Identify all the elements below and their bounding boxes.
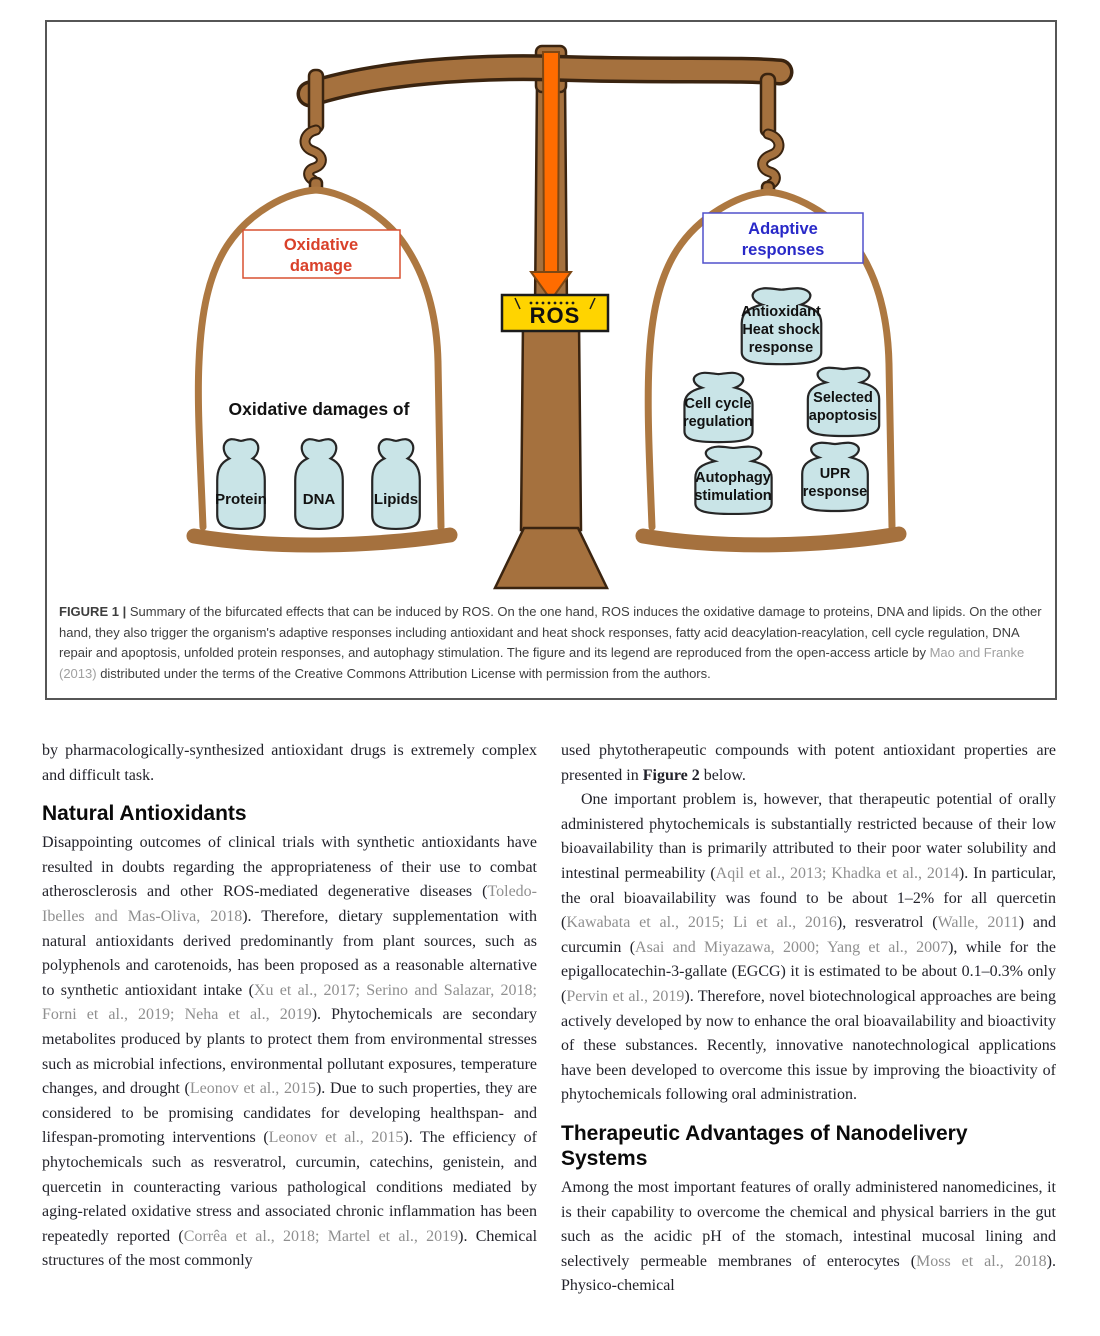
adaptive-responses-line2: responses xyxy=(741,241,825,259)
jar-upr-line2: response xyxy=(802,484,868,500)
citation-link[interactable]: Moss et al., 2018 xyxy=(916,1252,1047,1270)
jar-apoptosis-line2: apoptosis xyxy=(808,408,878,424)
body-text: by pharmacologically-synthesized antioxidant drugs is extremely complex and difficult task. xyxy=(42,742,537,784)
ros-label: ROS xyxy=(529,303,581,328)
body-text: ). Phytochemicals are secondary metabolites produced by plants to protect them from environmental stresses such as microbial infections, environmental pollutant exposures, temperature changes, and drought ( xyxy=(42,1006,538,1098)
jar-antioxidant-heat-shock xyxy=(741,288,821,364)
adaptive-responses-label xyxy=(703,213,863,263)
citation-link[interactable]: Corrêa et al., 2018; Martel et al., 2019 xyxy=(183,1227,459,1245)
body-text: ), while for the epigallocatechin-3-gallate (EGCG) it is estimated to be about 0.1–0.3% only ( xyxy=(561,938,1057,1005)
oxidative-damage-label xyxy=(243,230,400,278)
citation-link[interactable]: Mao and Franke (2013) xyxy=(59,645,1025,681)
oxidative-damage-line2: damage xyxy=(289,257,353,275)
paragraph xyxy=(561,1176,1056,1299)
paragraph xyxy=(561,739,1056,788)
jar-dna xyxy=(295,439,343,529)
body-text: below. xyxy=(699,766,746,784)
body-text: ) and curcumin ( xyxy=(561,914,1057,956)
ros-box xyxy=(502,295,608,331)
paragraph xyxy=(42,831,537,1274)
jar-lipids xyxy=(372,439,420,529)
jar-antioxidant-line1: Antioxidant xyxy=(741,304,821,320)
body-text: ). In particular, the oral bioavailability was found to be about 1–2% for all quercetin ( xyxy=(561,864,1057,932)
citation-link[interactable]: Leonov et al., 2015 xyxy=(189,1080,316,1098)
jar-upr-line1: UPR xyxy=(819,466,851,482)
jar-antioxidant-line3: response xyxy=(748,340,814,356)
body-text: Disappointing outcomes of clinical trials with synthetic antioxidants have resulted in doubts regarding the appropriateness of their use to combat atherosclerosis and other ROS-mediated degenerative diseases ( xyxy=(42,834,537,901)
body-text: ). Therefore, dietary supplementation with natural antioxidants derived predominantly from plant sources, such as polyphenols and carotenoids, has been proposed as a reasonable alternative to synthetic antioxidant intake ( xyxy=(42,907,537,999)
balance-scale-diagram xyxy=(47,22,1055,600)
paragraph xyxy=(561,788,1056,1108)
figure-1-panel xyxy=(45,20,1057,700)
body-text: Among the most important features of orally administered nanomedicines, it is their capability to overcome the chemical and physical barriers in the gut such as the acidic pH of the stomach, intestinal mucosal lining and selectively permeable membranes of enterocytes ( xyxy=(561,1178,1056,1270)
figure-caption xyxy=(47,602,1055,684)
section-heading: Therapeutic Advantages of Nanodelivery Systems xyxy=(561,1121,968,1170)
citation-link[interactable]: Aqil et al., 2013; Khadka et al., 2014 xyxy=(715,864,959,882)
paragraph xyxy=(42,739,537,788)
right-hook-icon xyxy=(761,74,779,200)
jar-protein-label: Protein xyxy=(215,491,267,508)
citation-link[interactable]: Asai and Miyazawa, 2000; Yang et al., 2007 xyxy=(635,938,949,956)
body-text: One important problem is, however, that therapeutic potential of orally administered phytochemicals is substantially restricted because of their low bioavailability than is primarily attributed to their poor water solubility and intestinal permeability ( xyxy=(561,791,1056,882)
jar-antioxidant-line2: Heat shock xyxy=(742,322,820,338)
body-text: distributed under the terms of the Creative Commons Attribution License with permission from the authors. xyxy=(96,665,711,681)
jar-cell-cycle-line2: regulation xyxy=(682,414,754,430)
jar-lipids-label: Lipids xyxy=(373,491,419,508)
section-heading: Natural Antioxidants xyxy=(42,802,247,826)
bold-text: Figure 2 xyxy=(642,766,700,784)
body-text: ). The efficiency of phytochemicals such as resveratrol, curcumin, catechins, genistein, and quercetin in counteracting various pathological conditions mediated by aging-related oxidative stress and associated chronic inflammation has been repeatedly reported ( xyxy=(42,1129,538,1245)
citation-link[interactable]: Kawabata et al., 2015; Li et al., 2016 xyxy=(566,914,837,932)
citation-link[interactable]: Leonov et al., 2015 xyxy=(268,1129,404,1147)
citation-link[interactable]: Walle, 2011 xyxy=(937,914,1019,932)
jar-upr xyxy=(802,443,868,511)
jar-cell-cycle-line1: Cell cycle xyxy=(684,396,752,412)
jar-selected-apoptosis xyxy=(808,368,879,436)
citation-link[interactable]: Toledo-Ibelles and Mas-Oliva, 2018 xyxy=(42,883,537,925)
jar-dna-label: DNA xyxy=(302,491,336,508)
body-text: ). Chemical structures of the most commonly xyxy=(42,1227,538,1270)
jar-autophagy-line2: stimulation xyxy=(694,488,772,504)
right-column xyxy=(561,739,1056,1299)
jar-autophagy-line1: Autophagy xyxy=(695,470,771,486)
figure-caption-text xyxy=(59,604,1042,681)
left-column xyxy=(42,739,537,1299)
citation-link[interactable]: Pervin et al., 2019 xyxy=(566,987,685,1005)
body-text: ), resveratrol ( xyxy=(836,914,938,932)
body-columns xyxy=(42,739,1056,1299)
body-text: Summary of the bifurcated effects that can be induced by ROS. On the one hand, ROS induces the oxidative damage to proteins, DNA and lipids. On the other hand, they also trigger the organism's adaptive responses including antioxidant and heat shock responses, fatty acid deacylation-reacylation, cell cycle regulation, DNA repair and apoptosis, unfolded protein responses, and autophagy stimulation. The figure and its legend are reproduced from the open-access article by xyxy=(59,604,1042,660)
jar-apoptosis-line1: Selected xyxy=(813,390,873,406)
body-text: ). Physico-chemical xyxy=(561,1252,1056,1295)
scale-base xyxy=(495,528,607,588)
oxidative-damage-line1: Oxidative xyxy=(283,236,359,254)
body-text: ). Due to such properties, they are considered to be promising candidates for developing healthspan- and lifespan-promoting interventions ( xyxy=(42,1080,538,1147)
citation-link[interactable]: Xu et al., 2017; Serino and Salazar, 2018; Forni et al., 2019; Neha et al., 2019 xyxy=(42,981,537,1024)
body-text: ). Therefore, novel biotechnological approaches are being actively developed by now to enhance the oral bioavailability and bioactivity of these substances. Recently, innovative nanotechnological applications have been developed to overcome this issue by improving the bioactivity of phytochemicals following oral administration. xyxy=(561,987,1056,1104)
left-pan-heading: Oxidative damages of xyxy=(228,399,410,419)
figure-caption-separator: | xyxy=(122,604,127,619)
adaptive-responses-line1: Adaptive xyxy=(748,220,818,238)
figure-caption-label: FIGURE 1 xyxy=(59,604,119,619)
body-text: used phytotherapeutic compounds with potent antioxidant properties are presented in xyxy=(561,742,1056,784)
